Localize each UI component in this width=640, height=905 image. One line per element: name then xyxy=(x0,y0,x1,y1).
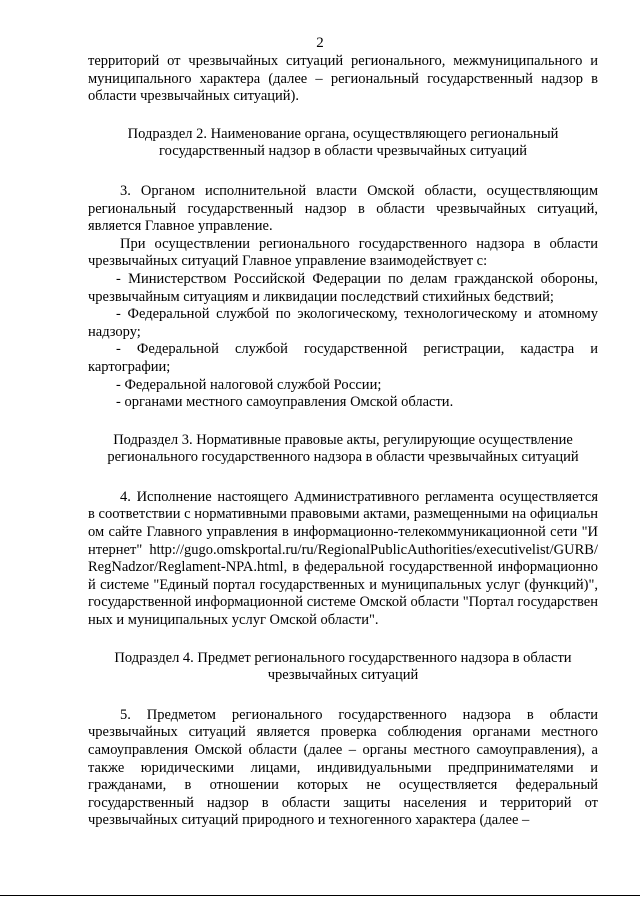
page-number: 2 xyxy=(316,35,324,51)
subsection-3-heading: Подраздел 3. Нормативные правовые акты, регулирующие осуществление регионального государственного надзора в области чрезвычайных ситуаций xyxy=(107,431,579,466)
paragraph-4: 4. Исполнение настоящего Административного регламента осуществляется в соответствии с нормативными правовыми актами, размещенными на официальном сайте Главного управления в информационно-телекоммуникационной сети "Интернет" http://gugo.omskportal.ru/ru/RegionalPublicAuthorities/executivelist/GURB/RegNadzor/Reglament-NPA.html, в федеральной государственной информационной системе "Единый портал государственных и муниципальных услуг (функций)", государственной информационной системе Омской области "Портал государственных и муниципальных услуг Омской области". xyxy=(88,488,598,629)
list-item-rosreestr: - Федеральной службой государственной регистрации, кадастра и картографии; xyxy=(88,341,598,375)
subsection-4-heading: Подраздел 4. Предмет регионального государственного надзора в области чрезвычайных ситуаций xyxy=(114,649,572,684)
paragraph-interaction: При осуществлении регионального государственного надзора в области чрезвычайных ситуаций Главное управление взаимодействует с: xyxy=(88,235,598,270)
paragraph-5: 5. Предметом регионального государственного надзора в области чрезвычайных ситуаций является проверка соблюдения органами местного самоуправления Омской области (далее – органы местного самоуправления), а также юридическими лицами, индивидуальными предпринимателями и гражданами, в отношении которых не осуществляется федеральный государственный надзор в области защиты населения и территорий от чрезвычайных ситуаций природного и техногенного характера (далее – xyxy=(88,706,598,829)
bottom-scan-edge xyxy=(0,895,640,896)
document-body xyxy=(88,53,598,830)
list-item-rostekhnadzor: - Федеральной службой по экологическому, технологическому и атомному надзору; xyxy=(88,306,598,340)
subsection-2-heading: Подраздел 2. Наименование органа, осуществляющего региональный государственный надзор в области чрезвычайных ситуаций xyxy=(127,125,559,160)
list-item-local-government: - органами местного самоуправления Омской области. xyxy=(116,394,454,411)
list-item-tax-service: - Федеральной налоговой службой России; xyxy=(116,376,382,393)
paragraph-3: 3. Органом исполнительной власти Омской области, осуществляющим региональный государственный надзор в области чрезвычайных ситуаций, является Главное управление. xyxy=(88,182,598,235)
paragraph-continuation: территорий от чрезвычайных ситуаций регионального, межмуниципального и муниципального характера (далее – региональный государственный надзор в области чрезвычайных ситуаций). xyxy=(88,53,598,105)
list-item-mchs: - Министерством Российской Федерации по делам гражданской обороны, чрезвычайным ситуациям и ликвидации последствий стихийных бедствий; xyxy=(88,270,598,305)
